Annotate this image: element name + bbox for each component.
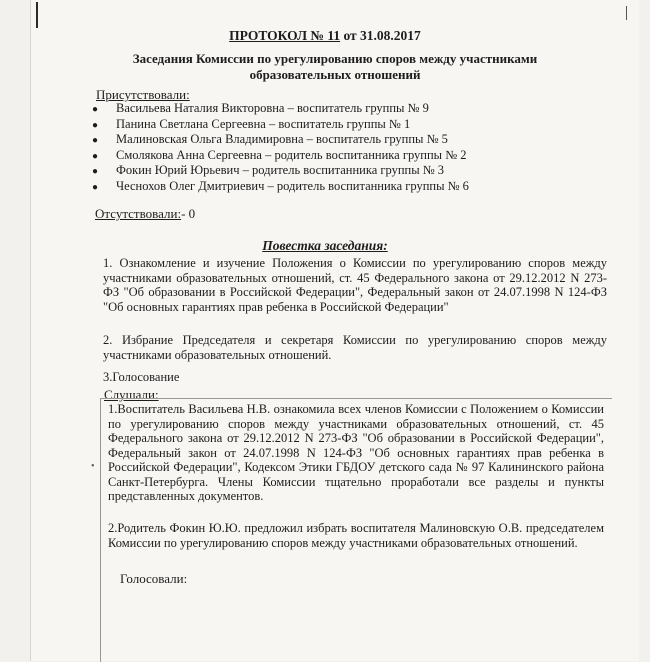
protocol-number: ПРОТОКОЛ № 11 — [229, 28, 341, 43]
protocol-date: от 31.08.2017 — [340, 28, 421, 43]
list-item — [92, 132, 469, 148]
absent-label: Отсутствовали: — [95, 206, 182, 221]
member-name: Панина Светлана Сергеевна – воспитатель группы № 1 — [116, 116, 411, 131]
list-item — [92, 163, 469, 179]
bullet-icon: ● — [92, 166, 99, 177]
members-list — [92, 101, 469, 194]
list-item — [92, 117, 469, 133]
document-subtitle: Заседания Комиссии по урегулированию споров между участниками образовательных отношений — [132, 51, 538, 82]
member-name: Малиновская Ольга Владимировна – воспитатель группы № 5 — [116, 132, 448, 146]
scan-artifact-line — [626, 6, 627, 20]
listened-label: Слушали: — [104, 387, 159, 402]
absent-value: - 0 — [181, 206, 196, 221]
bullet-icon: ● — [92, 181, 99, 193]
bullet-icon: ● — [92, 104, 99, 115]
scan-artifact-line — [36, 2, 38, 28]
member-name: Васильева Наталия Викторовна – воспитатель группы № 9 — [116, 101, 429, 115]
member-name: Фокин Юрий Юрьевич – родитель воспитанника группы № 3 — [116, 163, 445, 177]
document-title — [0, 28, 650, 44]
bullet-icon: ● — [92, 150, 99, 162]
bullet-icon: ● — [92, 135, 99, 146]
list-item — [92, 148, 469, 164]
bullet-icon: ● — [92, 119, 99, 131]
voted-label: Голосовали: — [120, 571, 188, 586]
absent-line — [95, 206, 195, 222]
member-name: Чеснохов Олег Дмитриевич – родитель воспитанника группы № 6 — [116, 178, 469, 193]
listened-item: 2.Родитель Фокин Ю.Ю. предложил избрать воспитателя Малиновскую О.В. председателем Комиссии по урегулированию споров между участниками образовательных отношений. — [108, 521, 604, 550]
agenda-item: 3.Голосование — [103, 370, 180, 384]
listened-item: 1.Воспитатель Васильева Н.В. ознакомила всех членов Комиссии с Положением о Комиссии по урегулированию споров между участниками образовательных отношений, ст. 45 Федерального закона от 29.12.2012 N 273-ФЗ "Об образовании в Российской Федерации", Федеральный закон от 24.07.1998 N 124-ФЗ "Об основных гарантиях прав ребенка в Российской Федерации", Кодексом Этики ГБДОУ детского сада № 97 Калининского района Санкт-Петербурга. Члены Комиссии тщательно проработали все разделы и пункты представленных документов. — [108, 402, 604, 503]
member-name: Смолякова Анна Сергеевна – родитель воспитанника группы № 2 — [116, 147, 467, 162]
present-label: Присутствовали: — [96, 87, 190, 102]
scan-dot-icon: • — [91, 461, 95, 472]
agenda-title: Повестка заседания: — [262, 238, 388, 253]
list-item — [92, 179, 469, 195]
agenda-item: 2. Избрание Председателя и секретаря Комиссии по урегулированию споров между участниками образовательных отношений. — [103, 333, 607, 362]
list-item — [92, 101, 469, 117]
agenda-item: 1. Ознакомление и изучение Положения о Комиссии по урегулированию споров между участниками образовательных отношений, ст. 45 Федерального закона от 29.12.2012 N 273-ФЗ "Об образовании в Российской Федерации", Федеральный закон от 24.07.1998 N 124-ФЗ "Об основных гарантиях прав ребенка в Российской Федерации" — [103, 256, 607, 314]
